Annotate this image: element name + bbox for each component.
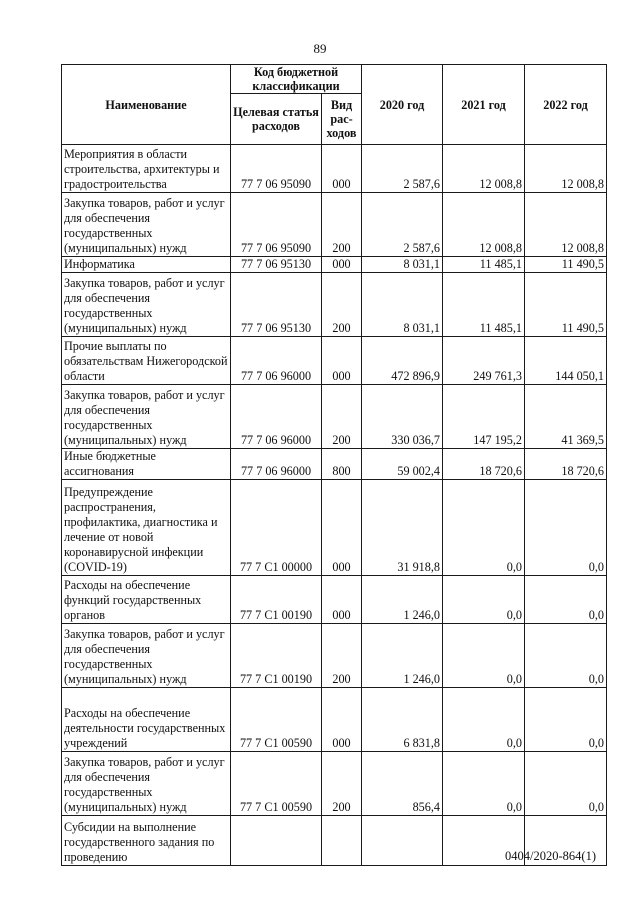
row-value-2021: 0,0 <box>443 480 525 576</box>
table-header <box>62 65 607 145</box>
row-value-2020: 2 587,6 <box>362 193 443 257</box>
row-value-2021: 12 008,8 <box>443 193 525 257</box>
row-name: Закупка товаров, работ и услуг для обеспечения государственных (муниципальных) нужд <box>62 752 231 816</box>
row-value-2022: 144 050,1 <box>525 337 607 385</box>
table-row <box>62 337 607 385</box>
row-name: Субсидии на выполнение государственного задания по проведению <box>62 816 231 866</box>
table-row <box>62 480 607 576</box>
row-target-code: 77 7 06 96000 <box>231 385 322 449</box>
row-target-code <box>231 816 322 866</box>
row-value-2021: 147 195,2 <box>443 385 525 449</box>
table-row <box>62 576 607 624</box>
row-name: Закупка товаров, работ и услуг для обеспечения государственных (муниципальных) нужд <box>62 193 231 257</box>
row-value-2021: 11 485,1 <box>443 257 525 273</box>
row-value-2022: 11 490,5 <box>525 257 607 273</box>
document-code: 0404/2020-864(1) <box>505 849 596 863</box>
row-value-2021: 18 720,6 <box>443 449 525 480</box>
row-value-2021: 11 485,1 <box>443 273 525 337</box>
row-expense-kind: 000 <box>322 145 362 193</box>
row-target-code: 77 7 06 96000 <box>231 449 322 480</box>
row-value-2020: 330 036,7 <box>362 385 443 449</box>
row-value-2020: 856,4 <box>362 752 443 816</box>
row-target-code: 77 7 06 95130 <box>231 273 322 337</box>
row-value-2022: 41 369,5 <box>525 385 607 449</box>
header-target: Целевая статья расходов <box>231 94 322 145</box>
table-row <box>62 385 607 449</box>
row-expense-kind: 000 <box>322 337 362 385</box>
row-value-2020: 1 246,0 <box>362 576 443 624</box>
header-code-group: Код бюджетной классификации <box>231 65 362 94</box>
row-target-code: 77 7 C1 00190 <box>231 576 322 624</box>
table-row <box>62 624 607 688</box>
row-name: Предупреждение распространения, профилактика, диагностика и лечение от новой коронавирусной инфекции (COVID-19) <box>62 480 231 576</box>
header-2021: 2021 год <box>443 65 525 145</box>
row-target-code: 77 7 06 95090 <box>231 145 322 193</box>
table-row <box>62 193 607 257</box>
row-value-2021: 12 008,8 <box>443 145 525 193</box>
row-expense-kind: 200 <box>322 385 362 449</box>
row-name: Прочие выплаты по обязательствам Нижегородской области <box>62 337 231 385</box>
header-kind: Вид рас-ходов <box>322 94 362 145</box>
row-name: Мероприятия в области строительства, архитектуры и градостроительства <box>62 145 231 193</box>
table-body <box>62 145 607 866</box>
row-value-2020: 1 246,0 <box>362 624 443 688</box>
row-expense-kind <box>322 816 362 866</box>
row-value-2022: 18 720,6 <box>525 449 607 480</box>
row-value-2021: 0,0 <box>443 688 525 752</box>
row-value-2022: 12 008,8 <box>525 193 607 257</box>
row-value-2020: 8 031,1 <box>362 273 443 337</box>
row-value-2021: 0,0 <box>443 752 525 816</box>
header-2020: 2020 год <box>362 65 443 145</box>
row-expense-kind: 200 <box>322 752 362 816</box>
row-target-code: 77 7 C1 00590 <box>231 688 322 752</box>
row-expense-kind: 000 <box>322 688 362 752</box>
row-value-2020: 8 031,1 <box>362 257 443 273</box>
page-number: 89 <box>313 41 327 56</box>
row-name: Информатика <box>62 257 231 273</box>
row-name: Расходы на обеспечение функций государственных органов <box>62 576 231 624</box>
row-value-2022: 12 008,8 <box>525 145 607 193</box>
row-expense-kind: 200 <box>322 273 362 337</box>
row-target-code: 77 7 06 95090 <box>231 193 322 257</box>
row-expense-kind: 200 <box>322 624 362 688</box>
table-row <box>62 449 607 480</box>
table-row <box>62 688 607 752</box>
table-row <box>62 145 607 193</box>
table-row <box>62 257 607 273</box>
table-row <box>62 752 607 816</box>
table-row <box>62 273 607 337</box>
header-2022: 2022 год <box>525 65 607 145</box>
row-name: Расходы на обеспечение деятельности государственных учреждений <box>62 688 231 752</box>
row-expense-kind: 200 <box>322 193 362 257</box>
row-value-2022: 0,0 <box>525 480 607 576</box>
row-value-2022: 0,0 <box>525 752 607 816</box>
row-value-2022: 11 490,5 <box>525 273 607 337</box>
row-expense-kind: 000 <box>322 480 362 576</box>
row-value-2020 <box>362 816 443 866</box>
row-target-code: 77 7 C1 00590 <box>231 752 322 816</box>
row-name: Иные бюджетные ассигнования <box>62 449 231 480</box>
row-value-2022: 0,0 <box>525 624 607 688</box>
row-expense-kind: 000 <box>322 576 362 624</box>
row-value-2020: 6 831,8 <box>362 688 443 752</box>
row-expense-kind: 000 <box>322 257 362 273</box>
row-target-code: 77 7 06 95130 <box>231 257 322 273</box>
header-name: Наименование <box>62 65 231 145</box>
row-value-2022: 0,0 <box>525 688 607 752</box>
row-target-code: 77 7 C1 00190 <box>231 624 322 688</box>
row-target-code: 77 7 C1 00000 <box>231 480 322 576</box>
row-value-2020: 472 896,9 <box>362 337 443 385</box>
row-value-2021: 0,0 <box>443 624 525 688</box>
row-value-2022: 0,0 <box>525 576 607 624</box>
row-value-2020: 31 918,8 <box>362 480 443 576</box>
row-value-2021: 249 761,3 <box>443 337 525 385</box>
row-target-code: 77 7 06 96000 <box>231 337 322 385</box>
row-name: Закупка товаров, работ и услуг для обеспечения государственных (муниципальных) нужд <box>62 624 231 688</box>
row-value-2020: 59 002,4 <box>362 449 443 480</box>
row-name: Закупка товаров, работ и услуг для обеспечения государственных (муниципальных) нужд <box>62 273 231 337</box>
row-name: Закупка товаров, работ и услуг для обеспечения государственных (муниципальных) нужд <box>62 385 231 449</box>
row-expense-kind: 800 <box>322 449 362 480</box>
row-value-2021: 0,0 <box>443 576 525 624</box>
row-value-2020: 2 587,6 <box>362 145 443 193</box>
budget-table <box>61 64 607 866</box>
